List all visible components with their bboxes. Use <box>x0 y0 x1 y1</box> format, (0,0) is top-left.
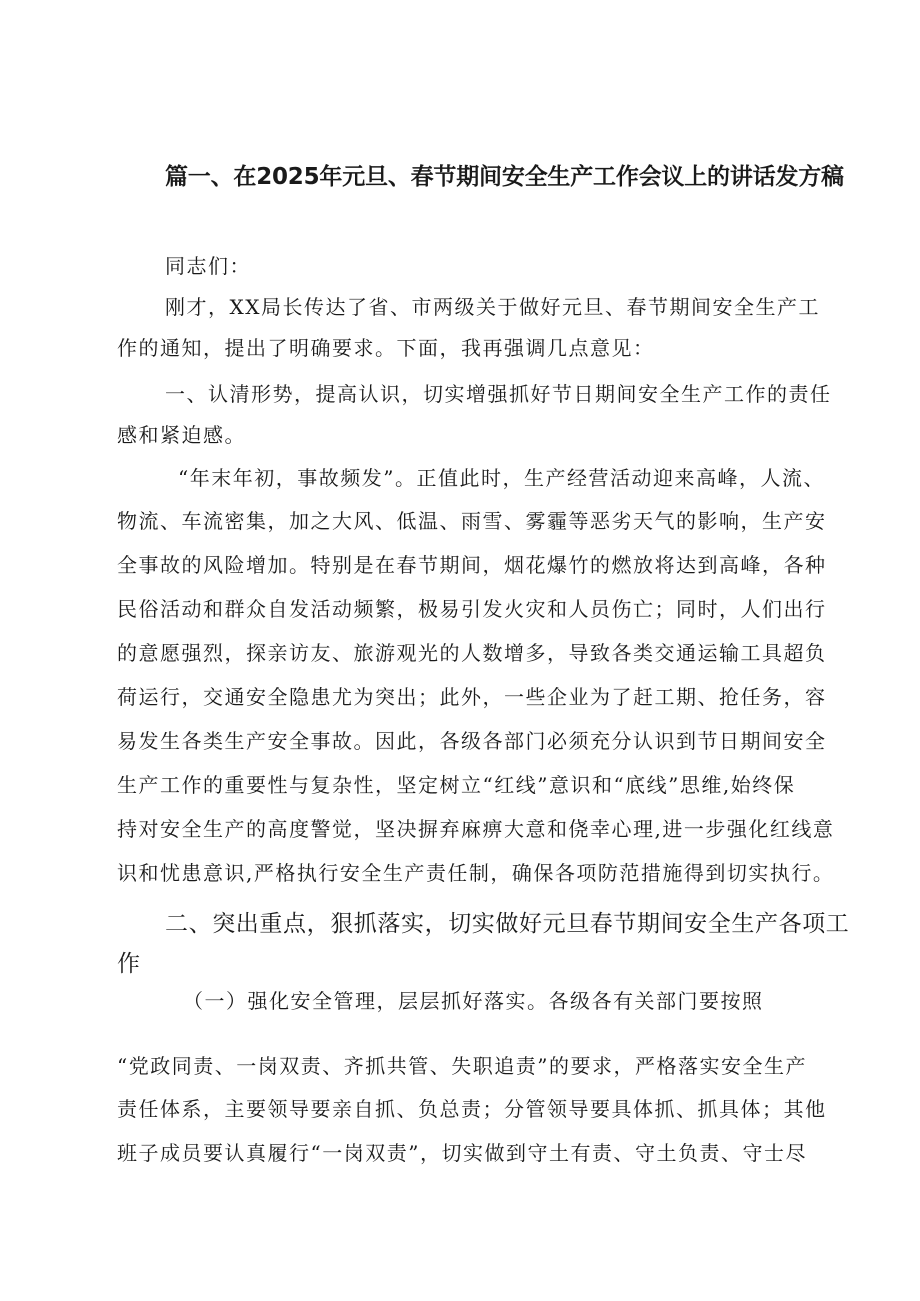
heading-line: 二、突出重点，狠抓落实，切实做好元旦春节期间安全生产各项工 <box>165 911 850 937</box>
heading-line: 作 <box>117 951 141 977</box>
paragraph-line: 全事故的风险增加。特别是在春节期间，烟花爆竹的燃放将达到高峰，各种 <box>117 553 827 577</box>
paragraph-line: 感和紧迫感。 <box>117 423 246 447</box>
greeting: 同志们： <box>165 254 251 278</box>
paragraph-line: 荷运行，交通安全隐患尤为突出；此外，一些企业为了赶工期、抢任务，容 <box>117 685 827 709</box>
subsection-1-heading: （一）强化安全管理，层层抓好落实。各级各有关部门要按照 <box>183 989 764 1013</box>
paragraph-line: 作的通知，提出了明确要求。下面，我再强调几点意见： <box>117 336 655 360</box>
paragraph-line: 易发生各类生产安全事故。因此，各级各部门必须充分认识到节日期间安全 <box>117 729 827 753</box>
paragraph-line: 物流、车流密集，加之大风、低温、雨雪、雾霾等恶劣天气的影响，生产安 <box>117 509 827 533</box>
paragraph-line: “党政同责、一岗双责、齐抓共管、失职追责”的要求，严格落实安全生产 <box>117 1054 807 1078</box>
document-title: 篇一、在2025年元旦、春节期间安全生产工作会议上的讲话发方稿 <box>165 164 844 190</box>
paragraph-line: 责任体系，主要领导要亲自抓、负总责；分管领导要具体抓、抓具体；其他 <box>117 1097 827 1121</box>
paragraph-line: 民俗活动和群众自发活动频繁，极易引发火灾和人员伤亡；同时，人们出行 <box>117 597 827 621</box>
paragraph-line: 班子成员要认真履行“一岗双责”，切实做到守土有责、守土负责、守士尽 <box>117 1141 807 1165</box>
paragraph-line: 刚才，XX局长传达了省、市两级关于做好元旦、春节期间安全生产工 <box>165 295 820 319</box>
paragraph-line: 持对安全生产的高度警觉，坚决摒弃麻痹大意和侥幸心理,进一步强化红线意 <box>117 817 835 841</box>
paragraph-line: 识和忧患意识,严格执行安全生产责任制，确保各项防范措施得到切实执行。 <box>117 861 835 885</box>
paragraph-line: 的意愿强烈，探亲访友、旅游观光的人数增多，导致各类交通运输工具超负 <box>117 641 827 665</box>
paragraph-line: “年末年初，事故频发”。正值此时，生产经营活动迎来高峰，人流、 <box>178 466 825 490</box>
paragraph-line: 生产工作的重要性与复杂性，坚定树立“红线”意识和“底线”思维,始终保 <box>117 773 796 797</box>
paragraph-line: 一、认清形势，提高认识，切实增强抓好节日期间安全生产工作的责任 <box>165 382 832 406</box>
